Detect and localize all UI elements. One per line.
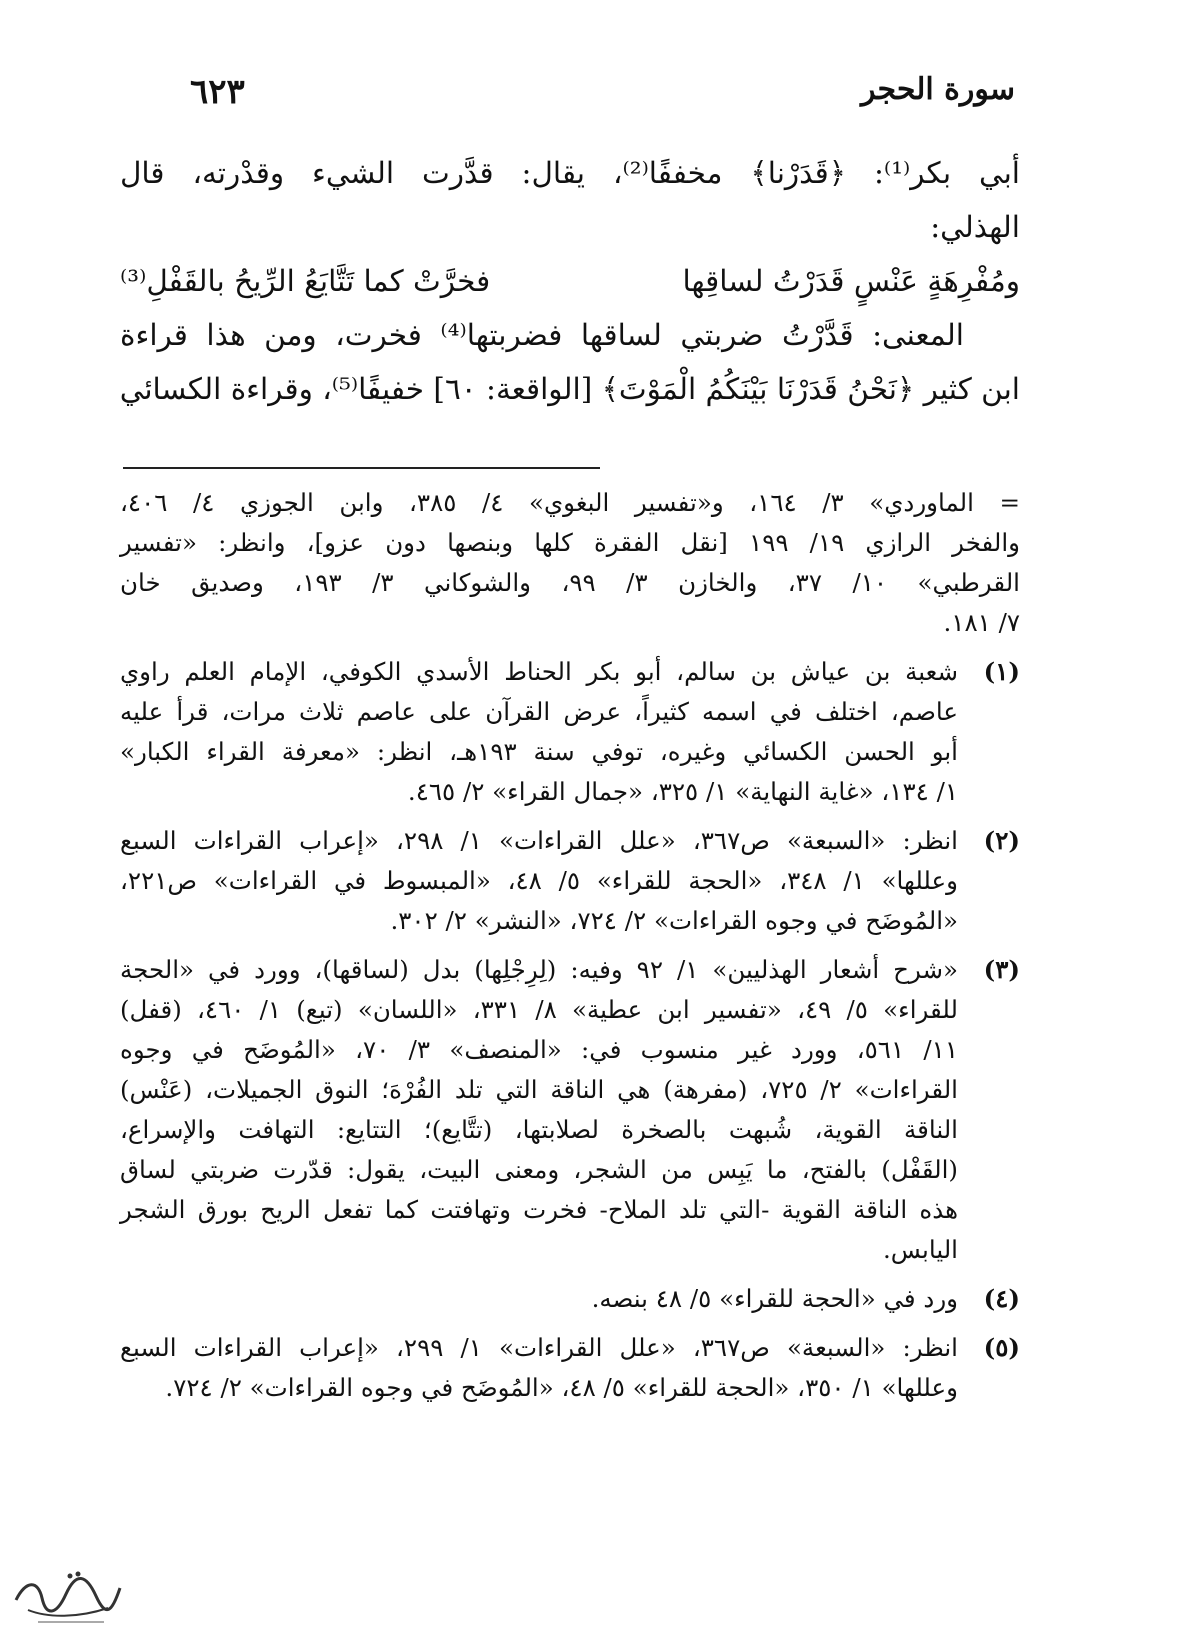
footnote-line: ورد في «الحجة للقراء» ٥/ ٤٨ بنصه. xyxy=(591,1284,958,1313)
surah-title: سورة الحجر xyxy=(860,72,1015,107)
footnote-line: ١١/ ٥٦١، وورد غير منسوب في: «المنصف» ٣/ ٧٠، «المُوضَح في وجوه xyxy=(120,1035,958,1064)
footnote-line: شعبة بن عياش بن سالم، أبو بكر الحناط الأسدي الكوفي، الإمام العلم راوي xyxy=(120,657,958,686)
footnote-line: = الماوردي» ٣/ ١٦٤، و«تفسير البغوي» ٤/ ٣٨٥، وابن الجوزي ٤/ ٤٠٦، xyxy=(120,488,1020,517)
footnote-line: ١/ ١٣٤، «غاية النهاية» ١/ ٣٢٥، «جمال القراء» ٢/ ٤٦٥. xyxy=(407,777,958,806)
page-header xyxy=(190,72,1015,122)
verse-second-hemistich: فخرَّتْ كما تَتَّايَعُ الرِّيحُ بالقَفْلِ⁽³⁾ xyxy=(120,264,491,298)
footnote-number: (١) xyxy=(983,657,1020,686)
footnote-line: والفخر الرازي ١٩/ ١٩٩ [نقل الفقرة كلها وبنصها دون عزو]، وانظر: «تفسير xyxy=(120,528,1021,557)
footnote-3 xyxy=(120,951,1020,1271)
footnote-line: انظر: «السبعة» ص٣٦٧، «علل القراءات» ١/ ٢٩٩، «إعراب القراءات السبع xyxy=(120,1333,958,1362)
footnote-separator xyxy=(123,467,600,469)
verse-first-hemistich: ومُفْرِهَةٍ عَنْسٍ قَدَرْتُ لساقِها xyxy=(682,264,1020,298)
footnote-4 xyxy=(120,1280,1020,1320)
footnote-line: (القَفْل) بالفتح، ما يَبِس من الشجر، ومعنى البيت، يقول: قدّرت ضربتي لساق xyxy=(120,1155,958,1184)
footnote-line: القرطبي» ١٠/ ٣٧، والخازن ٣/ ٩٩، والشوكاني ٣/ ١٩٣، وصديق خان xyxy=(120,568,1020,597)
main-text xyxy=(120,148,1020,418)
footnote-1 xyxy=(120,653,1020,813)
footnote-line: أبو الحسن الكسائي وغيره، توفي سنة ١٩٣هـ، انظر: «معرفة القراء الكبار» xyxy=(120,737,958,766)
footnote-line: ٧/ ١٨١. xyxy=(943,608,1020,637)
logo-mark xyxy=(8,1560,128,1630)
main-line: أبي بكر⁽¹⁾: ﴿قَدَرْنا﴾ مخففًا⁽²⁾، يقال: قدَّرت الشيء وقدْرته، قال xyxy=(120,156,1020,190)
main-line: ابن كثير ﴿نَحْنُ قَدَرْنَا بَيْنَكُمُ الْمَوْتَ﴾ [الواقعة: ٦٠] خفيفًا⁽⁵⁾، وقراءة الكسائي xyxy=(119,372,1020,406)
footnote-line: وعللها» ١/ ٣٥٠، «الحجة للقراء» ٥/ ٤٨، «المُوضَح في وجوه القراءات» ٢/ ٧٢٤. xyxy=(165,1373,958,1402)
poetry-verse xyxy=(120,256,1020,310)
footnote-2 xyxy=(120,822,1020,942)
footnote-line: «المُوضَح في وجوه القراءات» ٢/ ٧٢٤، «النشر» ٢/ ٣٠٢. xyxy=(390,906,958,935)
main-line: المعنى: قَدَّرْتُ ضربتي لساقها فضربتها⁽⁴⁾ فخرت، ومن هذا قراءة xyxy=(120,318,964,352)
footnotes xyxy=(120,484,1020,1409)
footnote-line: الناقة القوية، شُبهت بالصخرة لصلابتها، (تتَّايع)؛ التتايع: التهافت والإسراع، xyxy=(120,1115,958,1144)
footnote-number: (٥) xyxy=(983,1333,1020,1362)
footnote-number: (٢) xyxy=(983,826,1020,855)
footnote-5 xyxy=(120,1329,1020,1409)
footnote-line: اليابس. xyxy=(883,1235,958,1264)
footnote-number: (٣) xyxy=(983,955,1020,984)
footnote-line: هذه الناقة القوية -التي تلد الملاح- فخرت وتهافتت كما تفعل الريح بورق الشجر xyxy=(120,1195,958,1224)
page-number: ٦٢٣ xyxy=(190,72,245,112)
footnote-line: القراءات» ٢/ ٧٢٥، (مفرهة) هي الناقة التي تلد الفُرْهَ؛ النوق الجميلات، (عَنْس) xyxy=(120,1075,958,1104)
footnote-line: انظر: «السبعة» ص٣٦٧، «علل القراءات» ١/ ٢٩٨، «إعراب القراءات السبع xyxy=(120,826,958,855)
footnote-line: «شرح أشعار الهذليين» ١/ ٩٢ وفيه: (لِرِجْلِها) بدل (لساقها)، وورد في «الحجة xyxy=(120,955,958,984)
footnote-line: وعللها» ١/ ٣٤٨، «الحجة للقراء» ٥/ ٤٨، «المبسوط في القراءات» ص٢٢١، xyxy=(120,866,958,895)
main-line: الهذلي: xyxy=(930,210,1020,244)
footnote-number: (٤) xyxy=(983,1284,1020,1313)
footnote-line: للقراء» ٥/ ٤٩، «تفسير ابن عطية» ٨/ ٣٣١، «اللسان» (تيع) ١/ ٤٦٠، (قفل) xyxy=(120,995,958,1024)
footnote-continuation xyxy=(120,484,1020,644)
footnote-line: عاصم، اختلف في اسمه كثيراً، عرض القرآن على عاصم ثلاث مرات، قرأ عليه xyxy=(120,697,958,726)
